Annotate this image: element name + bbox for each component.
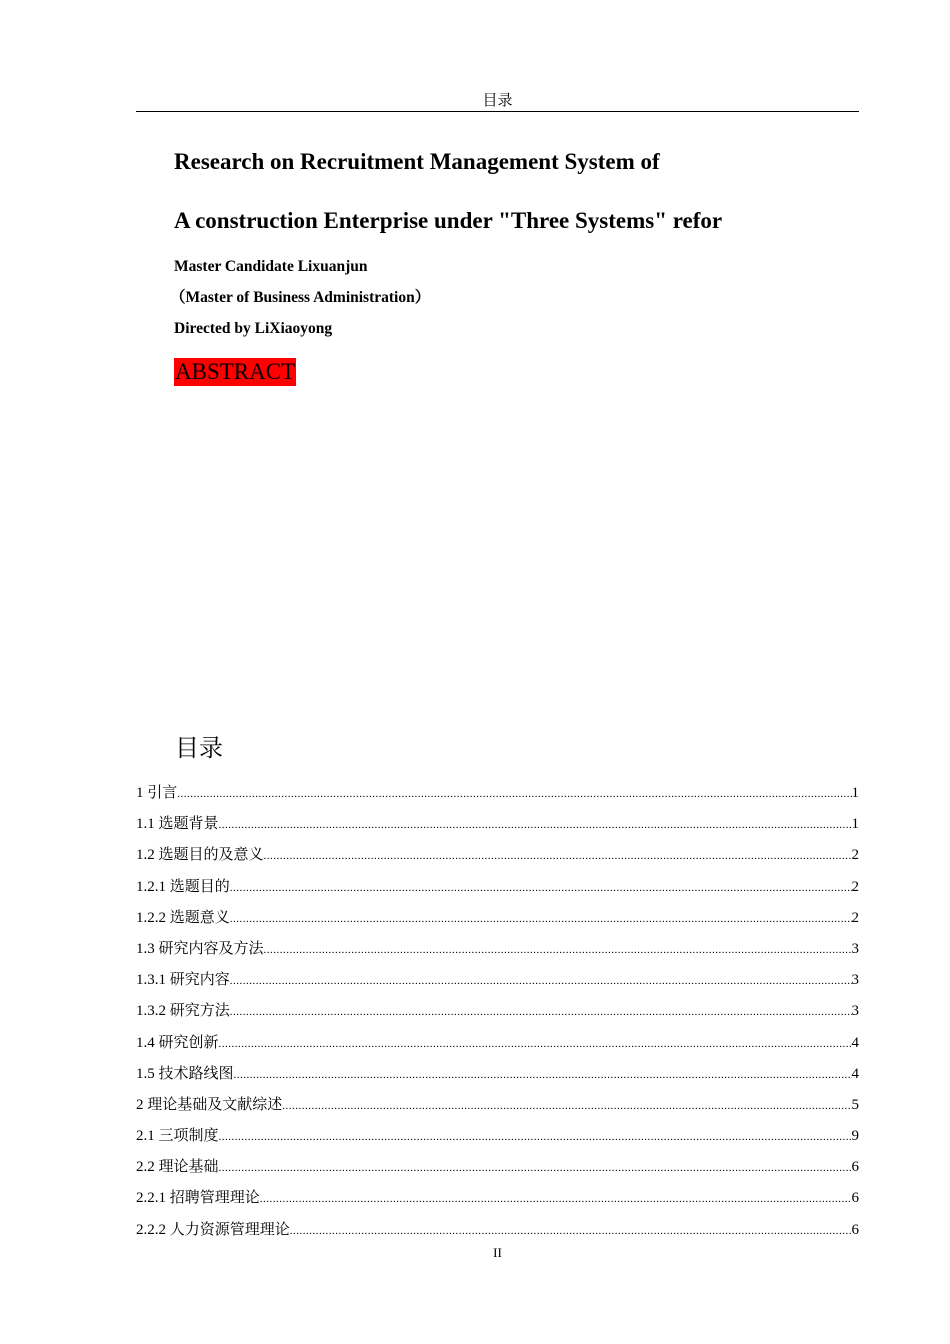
dot-leader [230, 1001, 852, 1023]
toc-entry[interactable] [136, 907, 859, 938]
abstract-heading: ABSTRACT [175, 359, 296, 384]
toc-entry[interactable] [136, 1094, 859, 1125]
toc-entry[interactable] [136, 1063, 859, 1094]
toc-entry-label: 2.2 理论基础 [136, 1159, 219, 1176]
toc-entry-label: 1.4 研究创新 [136, 1034, 219, 1051]
dot-leader [234, 1064, 852, 1086]
toc-entry-label: 1.3.2 研究方法 [136, 1003, 230, 1020]
director: Directed by LiXiaoyong [174, 320, 333, 337]
toc-entry-page: 6 [851, 1221, 859, 1238]
running-header: 目录 [482, 93, 513, 109]
toc-entry-page: 2 [851, 847, 859, 864]
toc-entry[interactable] [136, 1032, 859, 1063]
dot-leader [264, 845, 852, 867]
toc-entry[interactable] [136, 1000, 859, 1031]
dot-leader [230, 970, 852, 992]
dot-leader [264, 939, 852, 961]
toc-entry-page: 2 [851, 878, 859, 895]
toc-entry-label: 1 引言 [136, 785, 178, 801]
dot-leader [290, 1220, 852, 1242]
toc-entry-label: 2 理论基础及文献综述 [136, 1096, 283, 1113]
thesis-title-line-2: A construction Enterprise under "Three Systems" refor [174, 208, 723, 233]
toc-entry[interactable] [136, 813, 859, 844]
dot-leader [219, 1126, 852, 1148]
toc-entry-page: 2 [851, 909, 859, 926]
toc-entry-label: 1.2.2 选题意义 [136, 909, 230, 926]
toc-entry-label: 1.3.1 研究内容 [136, 972, 230, 989]
page-number: II [493, 1245, 502, 1260]
thesis-title-line-1: Research on Recruitment Management System of [174, 149, 660, 174]
toc-entry-label: 1.1 选题背景 [136, 816, 219, 833]
toc-entry-page: 4 [851, 1034, 859, 1051]
toc-entry[interactable] [136, 969, 859, 1000]
dot-leader [219, 1033, 852, 1055]
toc-entry-page: 3 [851, 940, 859, 957]
toc-entry-page: 6 [851, 1159, 859, 1176]
dot-leader [260, 1188, 852, 1210]
toc-entry-label: 1.2.1 选题目的 [136, 878, 230, 895]
dot-leader [177, 783, 851, 805]
toc-entry-page: 1 [851, 816, 859, 833]
candidate-name: Master Candidate Lixuanjun [174, 258, 368, 275]
toc-entry[interactable] [136, 782, 859, 813]
toc-title: 目录 [175, 734, 223, 762]
toc-entry-page: 4 [851, 1065, 859, 1082]
toc-entry[interactable] [136, 876, 859, 907]
table-of-contents [136, 782, 859, 1250]
dot-leader [230, 877, 852, 899]
toc-entry[interactable] [136, 938, 859, 969]
dot-leader [230, 908, 852, 930]
toc-entry[interactable] [136, 1125, 859, 1156]
dot-leader [219, 814, 852, 836]
toc-entry-label: 1.5 技术路线图 [136, 1065, 234, 1082]
toc-entry[interactable] [136, 844, 859, 875]
degree: （Master of Business Administration） [170, 289, 431, 306]
toc-entry[interactable] [136, 1187, 859, 1218]
toc-entry-label: 1.3 研究内容及方法 [136, 940, 264, 957]
toc-entry-label: 1.2 选题目的及意义 [136, 847, 264, 864]
toc-entry-page: 5 [851, 1096, 859, 1113]
dot-leader [282, 1095, 851, 1117]
dot-leader [219, 1157, 852, 1179]
toc-entry-label: 2.2.1 招聘管理理论 [136, 1190, 260, 1207]
toc-entry-page: 3 [851, 972, 859, 989]
toc-entry-label: 2.2.2 人力资源管理理论 [136, 1221, 290, 1238]
toc-entry-page: 9 [851, 1128, 859, 1145]
toc-entry[interactable] [136, 1156, 859, 1187]
toc-entry-page: 1 [851, 785, 859, 801]
toc-entry-page: 3 [851, 1003, 859, 1020]
toc-entry-label: 2.1 三项制度 [136, 1128, 219, 1145]
header-divider [136, 111, 859, 112]
toc-entry-page: 6 [851, 1190, 859, 1207]
